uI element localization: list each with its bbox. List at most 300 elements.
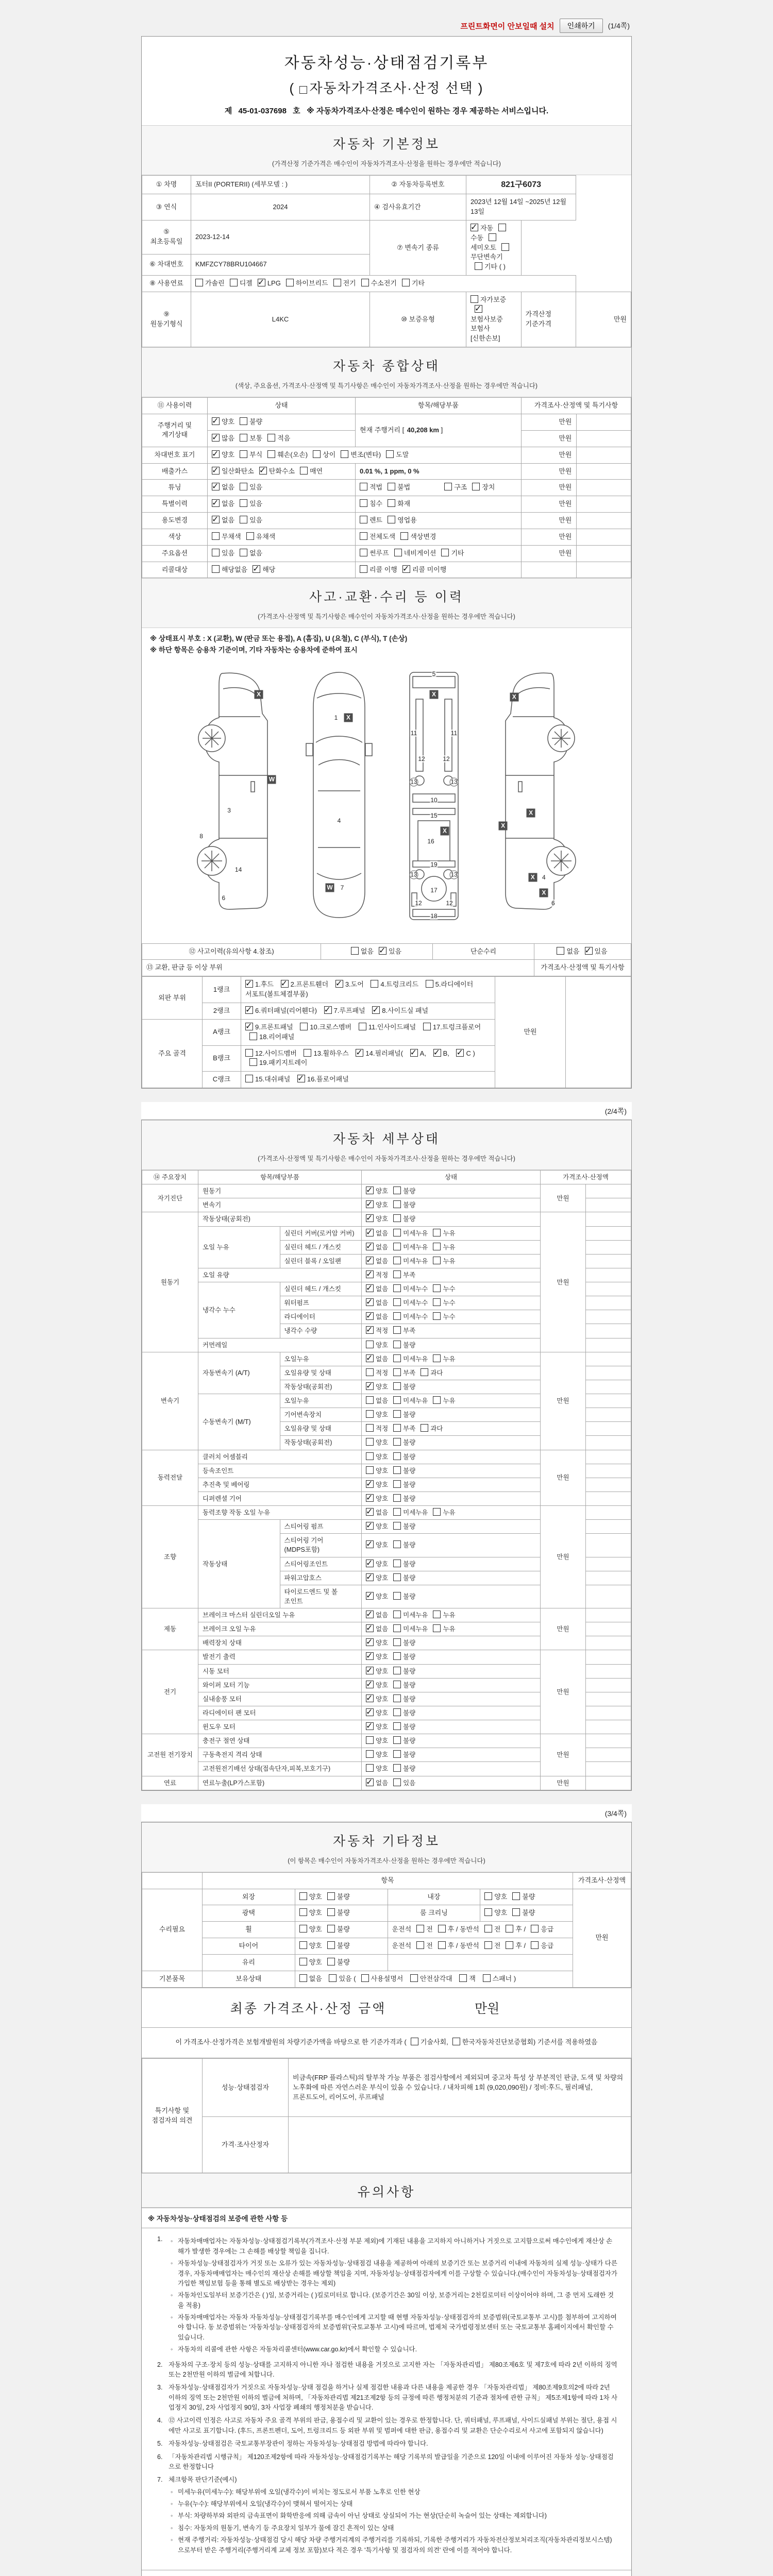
- checkbox[interactable]: [393, 1382, 401, 1390]
- checkbox[interactable]: [327, 1892, 335, 1900]
- option-label: 없음: [376, 1397, 389, 1405]
- car-top-exterior-view: [300, 666, 378, 924]
- checkbox[interactable]: [366, 1326, 374, 1334]
- option-label: 불량: [249, 418, 263, 426]
- token-text: 전: [494, 1942, 501, 1950]
- checkbox[interactable]: [245, 1075, 253, 1082]
- status-options: [208, 447, 522, 463]
- token-text: 스패너 ): [492, 1974, 516, 1982]
- option-label: 있음: [594, 947, 608, 955]
- checkbox[interactable]: [212, 434, 220, 442]
- checkbox[interactable]: [393, 1480, 401, 1488]
- checkbox[interactable]: [393, 1778, 401, 1786]
- checkbox[interactable]: [267, 450, 275, 458]
- option-label: 누유: [443, 1625, 456, 1633]
- rank-items: [241, 1003, 495, 1020]
- checkbox[interactable]: [585, 947, 593, 955]
- checkbox[interactable]: [240, 499, 247, 507]
- checkbox[interactable]: [393, 1187, 401, 1194]
- checkbox[interactable]: [212, 565, 220, 573]
- bullet-text: 침수: 자동차의 원동기, 변속기 등 주요장치 일부가 물에 잠긴 흔적이 있는 상태: [178, 2524, 394, 2532]
- checkbox[interactable]: [475, 262, 482, 270]
- field-label: ⑥ 차대번호: [142, 254, 191, 275]
- checkbox[interactable]: [281, 980, 289, 988]
- checkbox[interactable]: [512, 1892, 520, 1900]
- checkbox[interactable]: [484, 1925, 492, 1933]
- status-options: [480, 1889, 573, 1905]
- option-label: 부족: [403, 1369, 416, 1377]
- final-price-title: 최종 가격조사·산정 금액: [230, 2001, 386, 2016]
- checkbox[interactable]: [366, 1466, 374, 1474]
- option-label: 변조(변타): [350, 450, 381, 459]
- checkbox[interactable]: [393, 1694, 401, 1702]
- checkbox[interactable]: [506, 1925, 513, 1933]
- checkbox[interactable]: [393, 1354, 401, 1362]
- checkbox[interactable]: [438, 1941, 446, 1949]
- checkbox[interactable]: [366, 1736, 374, 1744]
- checkbox[interactable]: [366, 1312, 374, 1320]
- checkbox[interactable]: [366, 1284, 374, 1292]
- checkbox[interactable]: [366, 1592, 374, 1600]
- model-year: 2024: [191, 194, 370, 221]
- checkbox[interactable]: [240, 434, 247, 442]
- checkbox[interactable]: [393, 1368, 401, 1376]
- checkbox[interactable]: [379, 947, 386, 955]
- damage-marker-X: X: [540, 888, 548, 897]
- checkbox[interactable]: [253, 565, 260, 573]
- checkbox[interactable]: [393, 1560, 401, 1567]
- checkbox[interactable]: [388, 483, 395, 490]
- checkbox[interactable]: [433, 1624, 441, 1632]
- option-label: 있음: [249, 483, 263, 492]
- checkbox[interactable]: [240, 516, 247, 523]
- checkbox[interactable]: [366, 1722, 374, 1730]
- checkbox[interactable]: [366, 1508, 374, 1516]
- checkbox[interactable]: [258, 279, 265, 286]
- checkbox[interactable]: [366, 1354, 374, 1362]
- checkbox[interactable]: [240, 417, 247, 425]
- option-label: 불량: [403, 1188, 416, 1195]
- checkbox[interactable]: [297, 1075, 305, 1082]
- checkbox[interactable]: [366, 1200, 374, 1208]
- checkbox[interactable]: [366, 1229, 374, 1236]
- status-options: [362, 1226, 541, 1240]
- checkbox[interactable]: [359, 1023, 366, 1030]
- checkbox[interactable]: [388, 516, 395, 523]
- checkbox[interactable]: [393, 1592, 401, 1600]
- option-label: 없음: [376, 1299, 389, 1307]
- panel-number: 6: [222, 894, 226, 902]
- basis-checkbox-2[interactable]: [452, 2038, 460, 2045]
- checkbox[interactable]: [441, 549, 449, 556]
- checkbox[interactable]: [195, 279, 203, 286]
- checkbox[interactable]: [299, 1908, 307, 1916]
- checkbox[interactable]: [393, 1573, 401, 1581]
- checkbox[interactable]: [240, 549, 247, 556]
- checkbox[interactable]: [393, 1681, 401, 1688]
- checkbox[interactable]: [484, 1892, 492, 1900]
- panel-number: 12: [443, 755, 450, 762]
- checkbox[interactable]: [393, 1229, 401, 1236]
- option-label: 있음: [222, 549, 235, 557]
- bullet-marker: ◦: [171, 2512, 173, 2520]
- checkbox[interactable]: [423, 1023, 431, 1030]
- checkbox[interactable]: [393, 1494, 401, 1502]
- checkbox[interactable]: [410, 1049, 418, 1057]
- item-label: 변속기: [198, 1198, 362, 1212]
- option-label: 미세누유: [403, 1229, 428, 1237]
- print-button[interactable]: 인쇄하기: [560, 19, 603, 33]
- checkbox[interactable]: [366, 1270, 374, 1278]
- checkbox[interactable]: [299, 1941, 307, 1949]
- checkbox[interactable]: [433, 1257, 441, 1264]
- checkbox[interactable]: [212, 483, 220, 490]
- checkbox[interactable]: [393, 1652, 401, 1660]
- checkbox[interactable]: [212, 532, 220, 540]
- token-text: 2.프론트휀더: [290, 980, 330, 989]
- checkbox[interactable]: [300, 1023, 308, 1030]
- option-label: 적법: [369, 483, 383, 492]
- checkbox[interactable]: [366, 1396, 374, 1404]
- checkbox[interactable]: [366, 1480, 374, 1488]
- checkbox[interactable]: [475, 305, 482, 313]
- checkbox[interactable]: [433, 1354, 441, 1362]
- item-sub-label: 기어변속장치: [280, 1408, 362, 1422]
- checkbox[interactable]: [470, 224, 478, 231]
- checkbox[interactable]: [366, 1410, 374, 1418]
- basis-checkbox-1[interactable]: [411, 2038, 418, 2045]
- checkbox[interactable]: [393, 1270, 401, 1278]
- checkbox[interactable]: [393, 1764, 401, 1772]
- checkbox[interactable]: [433, 1049, 441, 1057]
- overall-band: [142, 347, 631, 397]
- checkbox[interactable]: [366, 1452, 374, 1460]
- checkbox[interactable]: [249, 1032, 257, 1040]
- notes-cell: [576, 480, 631, 496]
- checkbox[interactable]: [557, 947, 564, 955]
- amount-cell: 만원: [573, 1889, 631, 1987]
- checkbox[interactable]: [299, 1892, 307, 1900]
- checkbox[interactable]: [512, 1908, 520, 1916]
- checkbox[interactable]: [366, 1708, 374, 1716]
- checkbox[interactable]: [433, 1284, 441, 1292]
- checkbox[interactable]: [393, 1638, 401, 1646]
- checkbox[interactable]: [304, 1049, 311, 1057]
- checkbox[interactable]: [402, 279, 410, 286]
- checkbox[interactable]: [366, 1750, 374, 1758]
- checkbox[interactable]: [366, 1382, 374, 1390]
- checkbox[interactable]: [366, 1652, 374, 1660]
- checkbox[interactable]: [361, 1974, 369, 1982]
- checkbox[interactable]: [212, 417, 220, 425]
- checkbox[interactable]: [230, 279, 238, 286]
- checkbox[interactable]: [393, 1750, 401, 1758]
- checkbox[interactable]: [498, 224, 506, 231]
- checkbox[interactable]: [335, 980, 343, 988]
- token-text: 9.프론트패널: [255, 1023, 295, 1031]
- checkbox[interactable]: [366, 1624, 374, 1632]
- checkbox[interactable]: [366, 1681, 374, 1688]
- checkbox[interactable]: [426, 980, 433, 988]
- notes-cell: [586, 1585, 631, 1608]
- panel-number: 12: [415, 899, 422, 907]
- checkbox[interactable]: [366, 1667, 374, 1674]
- item-label: 배력장치 상태: [198, 1636, 362, 1650]
- checkbox[interactable]: [393, 1736, 401, 1744]
- checkbox[interactable]: [459, 1974, 467, 1982]
- checkbox[interactable]: [501, 243, 509, 251]
- option-label: 누유: [443, 1397, 456, 1405]
- checkbox[interactable]: [531, 1941, 539, 1949]
- checkbox[interactable]: [393, 1466, 401, 1474]
- accident-title: 사고·교환·수리 등 이력: [309, 590, 464, 605]
- bullet-text: 자동차의 리콜에 관한 사항은 자동차리콜센터(www.car.go.kr)에서 확인할 수 있습니다.: [178, 2346, 417, 2353]
- checkbox[interactable]: [366, 1573, 374, 1581]
- bullet-text: 자동차인도일부터 보증기간은 ( )일, 보증거리는 ( )킬로미터로 합니다. (보증기간은 30일 이상, 보증거리는 2천킬로미터 이상이어야 하며, 그 중 먼저 도래한 것을 적용): [178, 2292, 614, 2309]
- checkbox[interactable]: [393, 1522, 401, 1530]
- checkbox[interactable]: [327, 1908, 335, 1916]
- checkbox[interactable]: [489, 233, 496, 241]
- option-label: 미세누유: [403, 1257, 428, 1265]
- checkbox[interactable]: [245, 1023, 253, 1030]
- checkbox[interactable]: [366, 1560, 374, 1567]
- checkbox[interactable]: [313, 450, 321, 458]
- token-text: 13.휠하우스: [313, 1049, 351, 1057]
- checkbox[interactable]: [433, 1243, 441, 1250]
- checkbox[interactable]: [393, 1410, 401, 1418]
- checkbox[interactable]: [410, 1974, 418, 1982]
- checkbox[interactable]: [393, 1722, 401, 1730]
- checkbox[interactable]: [351, 947, 359, 955]
- checkbox[interactable]: [212, 549, 220, 556]
- checkbox[interactable]: [366, 1522, 374, 1530]
- checkbox[interactable]: [212, 467, 220, 474]
- checkbox[interactable]: [433, 1229, 441, 1236]
- checkbox[interactable]: [300, 467, 308, 474]
- checkbox[interactable]: [212, 499, 220, 507]
- checkbox[interactable]: [360, 483, 367, 490]
- option-label: 기타 ( ): [484, 263, 506, 271]
- checkbox[interactable]: [393, 1312, 401, 1320]
- status-options: [362, 1240, 541, 1254]
- vehicle-damage-diagram: [142, 662, 631, 938]
- checkbox[interactable]: [393, 1298, 401, 1306]
- checkbox[interactable]: [372, 1006, 380, 1014]
- option-label: 없음: [376, 1313, 389, 1321]
- option-label: 기타: [411, 279, 425, 287]
- checkbox[interactable]: [360, 499, 367, 507]
- token-text: 4.트렁크리드: [380, 980, 421, 989]
- checkbox[interactable]: [393, 1243, 401, 1250]
- mileage-value: 40,208 km: [407, 426, 439, 434]
- status-options: [362, 1636, 541, 1650]
- checkbox[interactable]: [259, 467, 267, 474]
- checkbox[interactable]: [249, 1058, 257, 1066]
- checkbox[interactable]: [472, 483, 480, 490]
- checkbox[interactable]: [356, 1049, 363, 1057]
- checkbox[interactable]: [393, 1624, 401, 1632]
- checkbox[interactable]: [366, 1187, 374, 1194]
- field-label: ② 자동차등록번호: [370, 176, 466, 194]
- checkbox[interactable]: [484, 1941, 492, 1949]
- token-text: 8.사이드실 패널: [382, 1007, 429, 1014]
- checkbox[interactable]: [267, 434, 275, 442]
- checkbox[interactable]: [393, 1257, 401, 1264]
- checkbox[interactable]: [246, 532, 254, 540]
- checkbox[interactable]: [366, 1438, 374, 1446]
- checkbox[interactable]: [366, 1764, 374, 1772]
- checkbox[interactable]: [393, 1200, 401, 1208]
- checkbox[interactable]: [394, 549, 402, 556]
- checkbox[interactable]: [366, 1341, 374, 1348]
- checkbox[interactable]: [286, 279, 294, 286]
- detail-band: [142, 1120, 631, 1170]
- checkbox[interactable]: [327, 1941, 335, 1949]
- checkbox[interactable]: [393, 1508, 401, 1516]
- item-label: 와이퍼 모터 기능: [198, 1678, 362, 1692]
- checkbox[interactable]: [366, 1611, 374, 1618]
- item-label: 실내송풍 모터: [198, 1692, 362, 1706]
- checkbox[interactable]: [433, 1611, 441, 1618]
- item-sub-label: 작동상태(공회전): [280, 1436, 362, 1450]
- checkbox[interactable]: [360, 516, 367, 523]
- row-label: 유리: [203, 1954, 295, 1971]
- checkbox[interactable]: [371, 980, 378, 988]
- checkbox[interactable]: [360, 565, 367, 573]
- option-label: 양호: [376, 1467, 389, 1475]
- mileage-condition-options: [208, 414, 356, 431]
- checkbox[interactable]: [366, 1257, 374, 1264]
- checkbox[interactable]: [393, 1540, 401, 1548]
- option-label: 가솔린: [205, 279, 225, 287]
- option-label: 불량: [403, 1592, 416, 1600]
- checkbox[interactable]: [393, 1452, 401, 1460]
- notices-band: [142, 2173, 631, 2208]
- notes-cell: [586, 1571, 631, 1585]
- accident-note: (가격조사·산정액 및 특기사항은 매수인이 자동차가격조사·산정을 원하는 경우에만 적습니다): [258, 613, 515, 621]
- status-options: [362, 1585, 541, 1608]
- checkbox[interactable]: [327, 1958, 335, 1965]
- checkbox[interactable]: [366, 1243, 374, 1250]
- option-label: 양호: [376, 1411, 389, 1419]
- checkbox[interactable]: [386, 450, 394, 458]
- checkbox[interactable]: [393, 1424, 401, 1432]
- checkbox[interactable]: [366, 1778, 374, 1786]
- option-label: 양호: [309, 1909, 322, 1917]
- checkbox[interactable]: [433, 1298, 441, 1306]
- notice-body: [169, 2452, 618, 2472]
- notice-item: [157, 2360, 618, 2380]
- panel-group-label: 외판 부위: [142, 977, 203, 1020]
- row-label: 차대번호 표기: [142, 447, 208, 463]
- checkbox[interactable]: [361, 279, 369, 286]
- checkbox[interactable]: [393, 1438, 401, 1446]
- checkbox[interactable]: [245, 1006, 253, 1014]
- option-label: 누수: [443, 1285, 456, 1293]
- checkbox[interactable]: [212, 516, 220, 523]
- checkbox[interactable]: [366, 1494, 374, 1502]
- option-label: 양호: [376, 1453, 389, 1461]
- status-options: [362, 1720, 541, 1734]
- checkbox[interactable]: [393, 1341, 401, 1348]
- checkbox[interactable]: [456, 1049, 464, 1057]
- checkbox[interactable]: [416, 1941, 424, 1949]
- checkbox[interactable]: [444, 483, 452, 490]
- checkbox[interactable]: [433, 1312, 441, 1320]
- checkbox[interactable]: [393, 1667, 401, 1674]
- item-options: [356, 480, 522, 496]
- checkbox[interactable]: [245, 1049, 253, 1057]
- checkbox[interactable]: [393, 1284, 401, 1292]
- checkbox[interactable]: [393, 1326, 401, 1334]
- checkbox[interactable]: [341, 450, 348, 458]
- checkbox[interactable]: [333, 279, 341, 286]
- checkbox[interactable]: [366, 1368, 374, 1376]
- notice-number: 3.: [157, 2384, 163, 2392]
- checkbox[interactable]: [393, 1214, 401, 1222]
- checkbox[interactable]: [388, 499, 395, 507]
- checkbox[interactable]: [366, 1214, 374, 1222]
- checkbox[interactable]: [366, 1694, 374, 1702]
- notice-item: [157, 2234, 618, 2357]
- checkbox[interactable]: [366, 1540, 374, 1548]
- checkbox[interactable]: [393, 1708, 401, 1716]
- checkbox[interactable]: [393, 1611, 401, 1618]
- checkbox[interactable]: [470, 295, 478, 303]
- checkbox[interactable]: [299, 1974, 307, 1982]
- row-label: 주요옵션: [142, 545, 208, 562]
- option-label: 불량: [403, 1695, 416, 1703]
- checkbox[interactable]: [433, 1508, 441, 1516]
- checkbox[interactable]: [327, 1925, 335, 1933]
- checkbox[interactable]: [299, 1958, 307, 1965]
- checkbox[interactable]: [324, 1006, 332, 1014]
- checkbox[interactable]: [212, 450, 220, 458]
- notes-cell: [586, 1678, 631, 1692]
- checkbox[interactable]: [438, 1925, 446, 1933]
- checkbox[interactable]: [240, 483, 247, 490]
- panel-number: 4: [542, 873, 546, 881]
- checkbox[interactable]: [245, 980, 253, 988]
- item-label: 윈도우 모터: [198, 1720, 362, 1734]
- bullet-text: 자동차성능·상태점검자가 거짓 또는 오류가 있는 자동차성능·상태점검 내용을 제공하여 아래의 보증기간 또는 보증거리 이내에 자동차의 실제 성능·상태가 다른 경우, 자동차매매업자는 매수인의 재산상 손해를 배상할 책임을 지며, 자동차성능·상태점검자에게 이를 구상할 수 있습니다.(매수인이 자동차성능·상태점검자가 가입한 책임보험 등을 통해 별도로 배상받는 경우는 제외): [178, 2260, 617, 2287]
- checkbox[interactable]: [360, 549, 367, 556]
- checkbox[interactable]: [393, 1396, 401, 1404]
- checkbox[interactable]: [366, 1298, 374, 1306]
- checkbox[interactable]: [299, 1925, 307, 1933]
- device-group-label: 고전원 전기장치: [142, 1734, 198, 1776]
- checkbox[interactable]: [400, 532, 408, 540]
- checkbox[interactable]: [402, 565, 410, 573]
- option-label: 양호: [376, 1481, 389, 1488]
- notes-cell: [586, 1226, 631, 1240]
- checkbox[interactable]: [366, 1638, 374, 1646]
- checkbox[interactable]: [240, 450, 247, 458]
- checkbox[interactable]: [366, 1424, 374, 1432]
- checkbox[interactable]: [531, 1925, 539, 1933]
- checkbox[interactable]: [416, 1925, 424, 1933]
- checkbox[interactable]: [484, 1908, 492, 1916]
- row-label: 광택: [203, 1905, 295, 1922]
- checkbox[interactable]: [360, 532, 367, 540]
- checkbox[interactable]: [421, 1424, 428, 1432]
- checkbox[interactable]: [506, 1941, 513, 1949]
- checkbox[interactable]: [433, 1396, 441, 1404]
- checkbox[interactable]: [483, 1974, 491, 1982]
- price-select-checkbox[interactable]: [299, 86, 307, 94]
- checkbox[interactable]: [329, 1974, 337, 1982]
- checkbox[interactable]: [421, 1368, 428, 1376]
